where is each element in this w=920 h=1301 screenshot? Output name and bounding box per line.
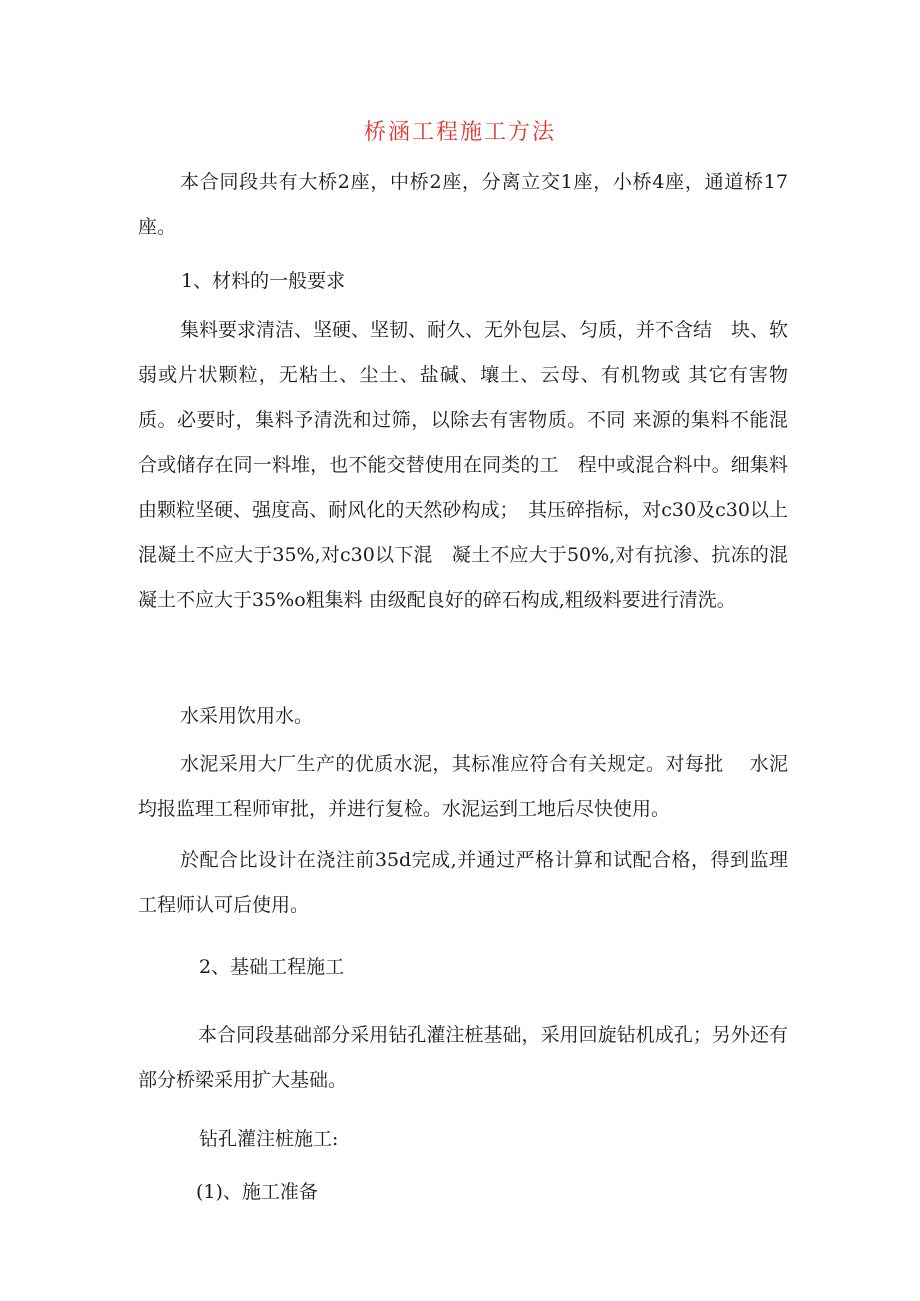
document-title: 桥涵工程施工方法 [363, 120, 556, 145]
construction-prep-item: (1)、施工准备 [196, 1181, 318, 1203]
aggregate-requirements-paragraph: 集料要求清洁、坚硬、坚韧、耐久、无外包层、匀质，并不含结 块、软弱或片状颗粒，无粘土、尘土、盐碱、壤土、云母、有机物或 其它有害物质。必要时，集料予清洗和过筛，以除去有害物质。不同 来源的集料不能混合或储存在同一料堆，也不能交替使用在同类的工 程中或混合料中。细集料由颗粒坚硬、强度高、耐风化的天然砂构成； 其压碎指标，对c30及c30以上混凝土不应大于35%,对c30以下混 凝土不应大于50%,对有抗渗、抗冻的混凝土不应大于35%o粗集料 由级配良好的碎石构成,粗级料要进行清洗。 [138, 319, 789, 611]
foundation-paragraph: 本合同段基础部分采用钻孔灌注桩基础，采用回旋钻机成孔；另外还有部分桥梁采用扩大基础。 [138, 1024, 788, 1091]
bored-pile-heading: 钻孔灌注桩施工: [199, 1128, 339, 1150]
intro-paragraph: 本合同段共有大桥2座，中桥2座，分离立交1座，小桥4座，通道桥17座。 [138, 171, 788, 238]
section-1-heading: 1、材料的一般要求 [181, 270, 346, 292]
cement-paragraph: 水泥采用大厂生产的优质水泥，其标准应符合有关规定。对每批 水泥均报监理工程师审批，并进行复检。水泥运到工地后尽快使用。 [138, 753, 788, 820]
mix-design-paragraph: 於配合比设计在浇注前35d完成,并通过严格计算和试配合格，得到监理工程师认可后使用。 [138, 849, 788, 916]
section-2-heading: 2、基础工程施工 [199, 956, 345, 978]
water-paragraph: 水采用饮用水。 [180, 705, 314, 727]
